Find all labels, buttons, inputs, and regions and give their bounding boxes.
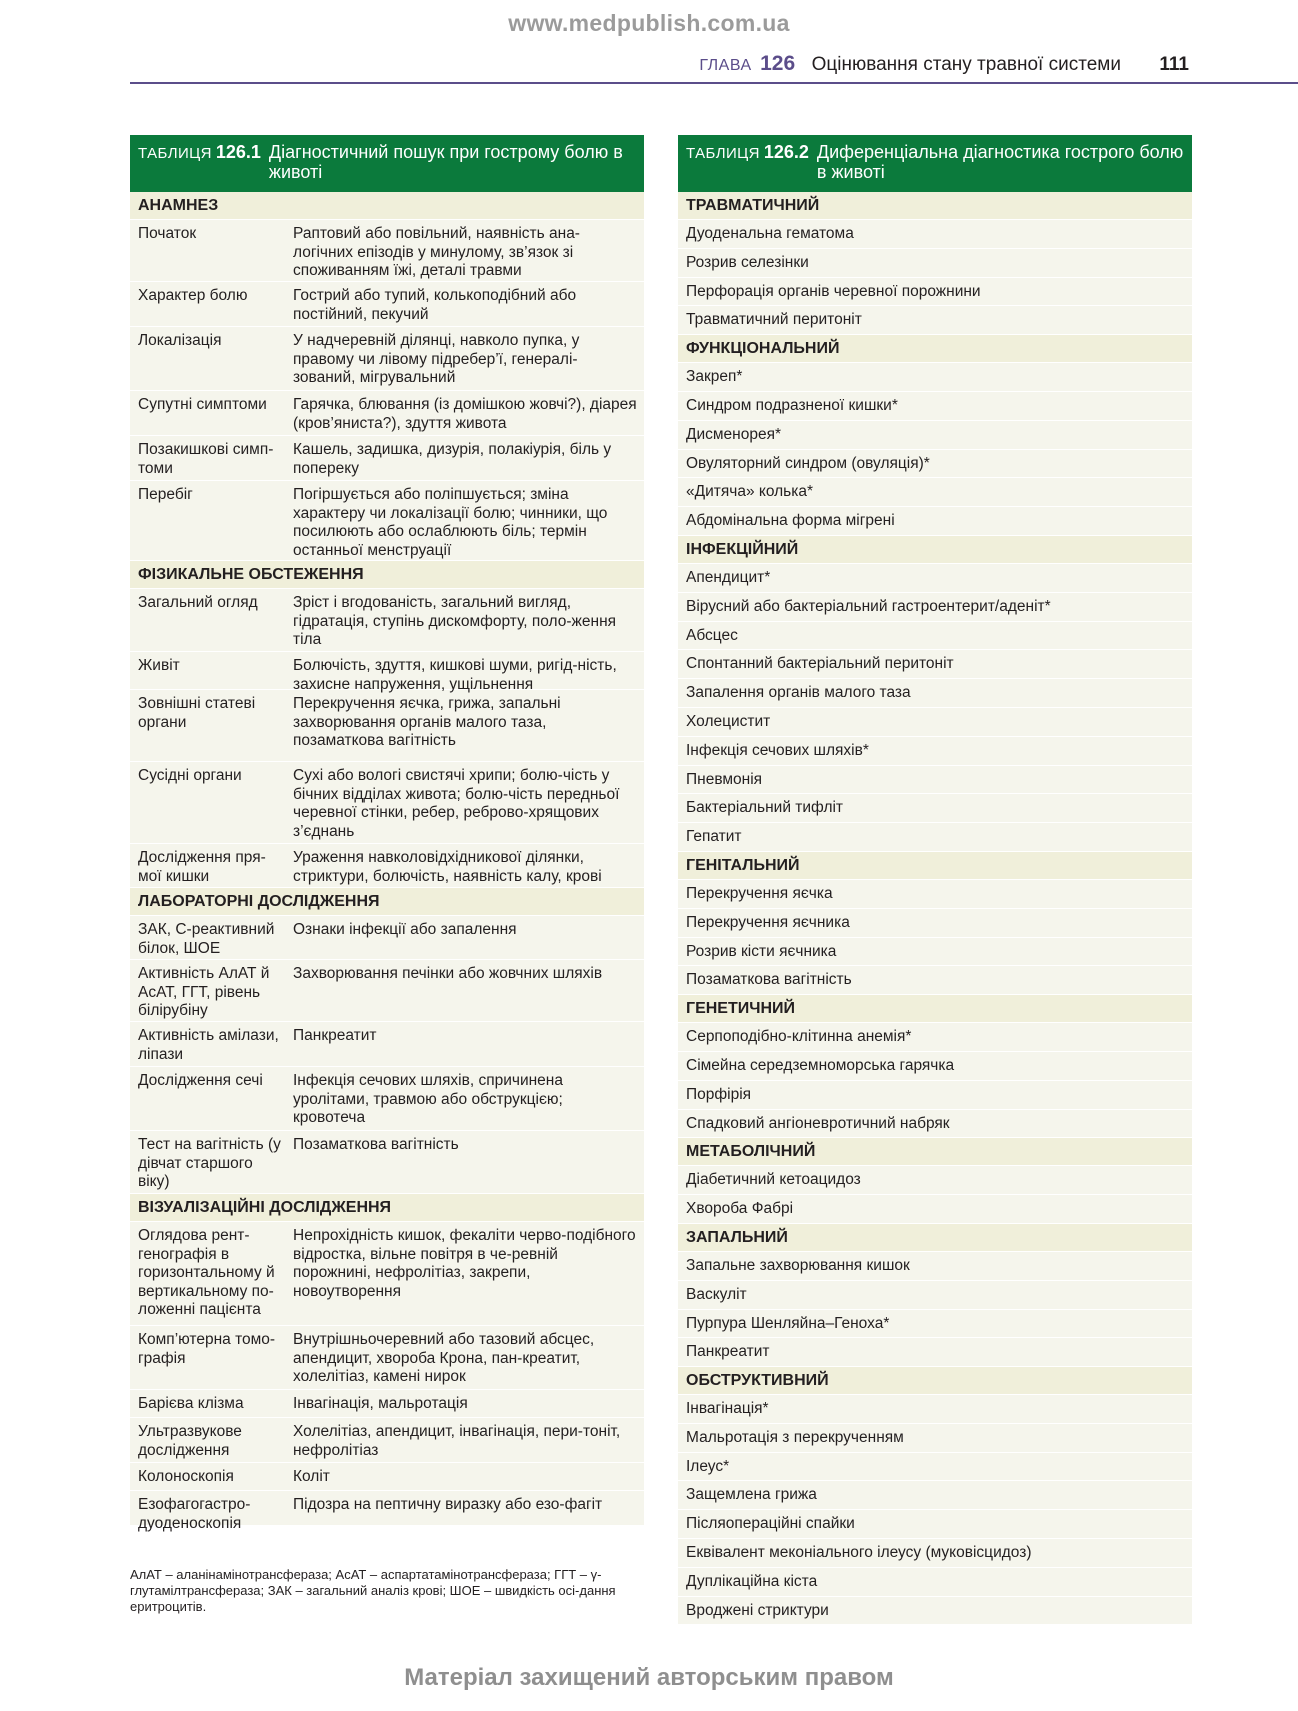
table-row — [130, 960, 644, 1022]
table-row — [130, 844, 644, 888]
table-row — [130, 1491, 644, 1532]
table-row — [130, 652, 644, 693]
diagnosis-name: «Дитяча» колька* — [686, 483, 814, 501]
list-item — [678, 1597, 1192, 1626]
list-item — [678, 650, 1192, 679]
table-header — [130, 135, 644, 192]
row-description: Болючість, здуття, кишкові шуми, ригід-ність, захисне напруження, ущільнення — [293, 657, 617, 693]
row-description: Інфекція сечових шляхів, спричинена уролітами, травмою або обструкцією; кровотеча — [293, 1072, 563, 1126]
diagnosis-name: Дуплікаційна кіста — [686, 1572, 818, 1590]
row-parameter: Дослідження сечі — [138, 1072, 263, 1089]
diagnosis-name: Защемлена грижа — [686, 1486, 817, 1504]
list-item — [678, 392, 1192, 421]
section-heading: ВІЗУАЛІЗАЦІЙНІ ДОСЛІДЖЕННЯ — [130, 1194, 644, 1222]
row-description: Коліт — [293, 1468, 330, 1485]
diagnosis-name: Вроджені стриктури — [686, 1601, 829, 1619]
table-row — [130, 1390, 644, 1418]
row-parameter: Ультразвукове дослідження — [138, 1423, 242, 1459]
section-heading: ГЕНІТАЛЬНИЙ — [678, 852, 1192, 880]
diagnosis-name: Післяопераційні спайки — [686, 1515, 855, 1533]
diagnosis-name: Апендицит* — [686, 568, 771, 586]
row-parameter: Перебіг — [138, 486, 193, 503]
table-126-2 — [678, 135, 1192, 1625]
row-parameter: Оглядова рент-генографія в горизонтальному й вертикальному по-ложенні пацієнта — [138, 1227, 275, 1318]
chapter-number: 126 — [760, 52, 796, 75]
diagnosis-name: Спадковий ангіоневротичний набряк — [686, 1114, 950, 1132]
list-item — [678, 880, 1192, 909]
table-row — [130, 220, 644, 282]
row-parameter: Локалізація — [138, 332, 222, 349]
diagnosis-name: Запалення органів малого таза — [686, 684, 911, 702]
list-item — [678, 909, 1192, 938]
table-row — [130, 589, 644, 652]
list-item — [678, 737, 1192, 766]
row-description: Ознаки інфекції або запалення — [293, 921, 517, 938]
running-head-text — [699, 52, 1189, 76]
list-item — [678, 220, 1192, 249]
table-row — [130, 391, 644, 436]
table-body — [678, 192, 1192, 1625]
list-item — [678, 363, 1192, 392]
row-parameter: Сусідні органи — [138, 767, 242, 784]
row-description: Раптовий або повільний, наявність ана-логічних епізодів у минулому, зв’язок зі споживанням їжі, деталі травми — [293, 225, 580, 279]
row-parameter: Тест на вагітність (у дівчат старшого віку) — [138, 1136, 281, 1190]
table-row — [130, 690, 644, 762]
table-row — [130, 1463, 644, 1491]
diagnosis-name: Ілеус* — [686, 1457, 730, 1475]
list-item — [678, 1023, 1192, 1052]
list-item — [678, 249, 1192, 278]
diagnosis-name: Хвороба Фабрі — [686, 1200, 794, 1218]
diagnosis-name: Дуоденальна гематома — [686, 225, 854, 242]
diagnosis-name: Пневмонія — [686, 770, 763, 788]
diagnosis-name: Розрив кісти яєчника — [686, 942, 837, 960]
list-item — [678, 478, 1192, 507]
table-header — [678, 135, 1192, 192]
row-description: Захворювання печінки або жовчних шляхів — [293, 965, 603, 982]
row-description: Погіршується або поліпшується; зміна характеру чи локалізації болю; чинники, що посилюють або ослаблюють біль; термін останньої менструації — [293, 486, 608, 559]
list-item — [678, 1395, 1192, 1424]
page-number: 111 — [1159, 54, 1189, 75]
diagnosis-name: Позаматкова вагітність — [686, 971, 852, 989]
row-description: Інвагінація, мальротація — [293, 1395, 468, 1412]
list-item — [678, 823, 1192, 852]
row-parameter: Колоноскопія — [138, 1468, 234, 1485]
table-label — [138, 142, 261, 192]
table-label-word: ТАБЛИЦЯ — [686, 145, 760, 162]
diagnosis-name: Спонтанний бактеріальний перитоніт — [686, 655, 954, 673]
row-parameter: Супутні симптоми — [138, 396, 267, 413]
diagnosis-name: Сімейна середземноморська гарячка — [686, 1056, 955, 1074]
row-parameter: Загальний огляд — [138, 594, 258, 611]
diagnosis-name: Мальротація з перекрученням — [686, 1428, 904, 1446]
list-item — [678, 966, 1192, 995]
diagnosis-name: Холецистит — [686, 712, 771, 730]
row-description: У надчеревній ділянці, навколо пупка, у правому чи лівому підребер’ї, генералі-зований, мігрувальний — [293, 332, 580, 386]
section-heading: ЛАБОРАТОРНІ ДОСЛІДЖЕННЯ — [130, 888, 644, 916]
list-item — [678, 278, 1192, 307]
list-item — [678, 1081, 1192, 1110]
diagnosis-name: Інфекція сечових шляхів* — [686, 741, 869, 759]
row-parameter: ЗАК, С-реактивний білок, ШОЕ — [138, 921, 275, 957]
row-parameter: Дослідження пря-мої кишки — [138, 849, 266, 885]
row-description: Гарячка, блювання (із домішкою жовчі?), діарея (кров’яниста?), здуття живота — [293, 396, 637, 432]
table-label-number: 126.2 — [763, 142, 809, 162]
table-title: Диференціальна діагностика гострого болю в животі — [816, 142, 1184, 182]
table-126-1 — [130, 135, 644, 1532]
diagnosis-name: Інвагінація* — [686, 1400, 769, 1418]
section-heading: АНАМНЕЗ — [130, 192, 644, 220]
table-row — [130, 327, 644, 391]
row-description: Позаматкова вагітність — [293, 1136, 459, 1153]
row-description: Панкреатит — [293, 1027, 377, 1044]
list-item — [678, 622, 1192, 651]
table-row — [130, 481, 644, 561]
diagnosis-name: Вірусний або бактеріальний гастроентерит/аденіт* — [686, 597, 1051, 615]
chapter-word: ГЛАВА — [699, 57, 752, 74]
list-item — [678, 507, 1192, 536]
row-description: Кашель, задишка, дизурія, полакіурія, біль у попереку — [293, 441, 612, 477]
row-parameter: Барієва клізма — [138, 1395, 244, 1412]
row-description: Ураження навколовідхідникової ділянки, стриктури, болючість, наявність калу, крові — [293, 849, 602, 885]
row-parameter: Живіт — [138, 657, 180, 674]
row-parameter: Активність АлАТ й АсАТ, ГГТ, рівень білірубіну — [138, 965, 270, 1019]
list-item — [678, 1110, 1192, 1139]
diagnosis-name: Травматичний перитоніт — [686, 311, 862, 329]
diagnosis-name: Еквівалент меконіального ілеусу (муковісцидоз) — [686, 1544, 1032, 1562]
row-description: Непрохідність кишок, фекаліти черво-подібного відростка, вільне повітря в че-ревній порожнині, нефролітіаз, закрепи, новоутворення — [293, 1227, 636, 1300]
diagnosis-name: Перфорація органів черевної порожнини — [686, 282, 981, 300]
list-item — [678, 1568, 1192, 1597]
list-item — [678, 450, 1192, 479]
table-body — [130, 192, 644, 1532]
row-parameter: Активність амілази, ліпази — [138, 1027, 279, 1063]
row-description: Гострий або тупий, колькоподібний або постійний, пекучий — [293, 287, 577, 323]
diagnosis-name: Розрив селезінки — [686, 253, 809, 271]
table-row — [130, 1418, 644, 1463]
list-item — [678, 1510, 1192, 1539]
row-description: Холелітіаз, апендицит, інвагінація, пери-тоніт, нефролітіаз — [293, 1423, 621, 1459]
row-parameter: Езофагогастро-дуоденоскопія — [138, 1496, 251, 1532]
list-item — [678, 593, 1192, 622]
watermark-copyright: Матеріал захищений авторським правом — [404, 1664, 894, 1691]
table-row — [130, 1326, 644, 1390]
section-heading: ТРАВМАТИЧНИЙ — [678, 192, 1192, 220]
table-row — [130, 916, 644, 960]
table-label — [686, 142, 809, 192]
table-footnote: АлАТ – аланінамінотрансфераза; АсАТ – аспартатамінотрансфераза; ГГТ – γ-глутамілтрансфераза; ЗАК – загальний аналіз крові; ШОЕ – швидкість осі-дання еритроцитів. — [130, 1567, 616, 1614]
list-item — [678, 1338, 1192, 1367]
row-description: Зріст і вгодованість, загальний вигляд, гідратація, ступінь дискомфорту, поло-ження тіла — [293, 594, 617, 648]
diagnosis-name: Перекручення яєчника — [686, 913, 850, 931]
table-title: Діагностичний пошук при гострому болю в животі — [268, 142, 623, 182]
section-heading: ФУНКЦІОНАЛЬНИЙ — [678, 335, 1192, 363]
table-row — [130, 282, 644, 327]
list-item — [678, 1281, 1192, 1310]
list-item — [678, 1310, 1192, 1339]
row-parameter: Позакишкові симп-томи — [138, 441, 274, 477]
running-head — [130, 50, 1298, 84]
list-item — [678, 1195, 1192, 1224]
diagnosis-name: Гепатит — [686, 828, 742, 846]
section-heading: ЗАПАЛЬНИЙ — [678, 1224, 1192, 1252]
diagnosis-name: Бактеріальний тифліт — [686, 799, 844, 817]
section-heading: ОБСТРУКТИВНИЙ — [678, 1367, 1192, 1395]
table-row — [130, 1222, 644, 1326]
row-description: Підозра на пептичну виразку або езо-фагіт — [293, 1496, 603, 1513]
list-item — [678, 564, 1192, 593]
diagnosis-name: Діабетичний кетоацидоз — [686, 1171, 861, 1189]
diagnosis-name: Серпоподібно-клітинна анемія* — [686, 1028, 912, 1046]
list-item — [678, 306, 1192, 335]
list-item — [678, 708, 1192, 737]
diagnosis-name: Синдром подразненої кишки* — [686, 396, 898, 414]
list-item — [678, 794, 1192, 823]
list-item — [678, 1166, 1192, 1195]
diagnosis-name: Закреп* — [686, 368, 743, 386]
list-item — [678, 1424, 1192, 1453]
watermark-url: www.medpublish.com.ua — [508, 10, 790, 36]
diagnosis-name: Дисменорея* — [686, 425, 782, 443]
list-item — [678, 1481, 1192, 1510]
diagnosis-name: Абдомінальна форма мігрені — [686, 512, 895, 530]
table-row — [130, 1131, 644, 1194]
diagnosis-name: Пурпура Шенляйна–Геноха* — [686, 1314, 890, 1332]
list-item — [678, 1052, 1192, 1081]
list-item — [678, 679, 1192, 708]
diagnosis-name: Абсцес — [686, 626, 738, 644]
diagnosis-name: Овуляторний синдром (овуляція)* — [686, 454, 930, 472]
diagnosis-name: Васкуліт — [686, 1285, 747, 1303]
row-description: Сухі або вологі свистячі хрипи; болю-чість у бічних відділах живота; болю-чість передньої черевної стінки, ребер, реброво-хрящових з’єднань — [293, 767, 620, 840]
table-row — [130, 762, 644, 844]
row-parameter: Комп’ютерна томо-графія — [138, 1331, 276, 1367]
row-parameter: Характер болю — [138, 287, 248, 304]
table-row — [130, 1022, 644, 1067]
row-parameter: Початок — [138, 225, 197, 242]
row-parameter: Зовнішні статеві органи — [138, 695, 256, 731]
table-label-number: 126.1 — [215, 142, 261, 162]
table-row — [130, 1067, 644, 1131]
diagnosis-name: Запальне захворювання кишок — [686, 1256, 910, 1274]
table-label-word: ТАБЛИЦЯ — [138, 145, 212, 162]
list-item — [678, 766, 1192, 795]
list-item — [678, 421, 1192, 450]
section-heading: ФІЗИКАЛЬНЕ ОБСТЕЖЕННЯ — [130, 561, 644, 589]
list-item — [678, 938, 1192, 967]
diagnosis-name: Перекручення яєчка — [686, 884, 833, 902]
list-item — [678, 1539, 1192, 1568]
section-heading: ГЕНЕТИЧНИЙ — [678, 995, 1192, 1023]
chapter-title: Оцінювання стану травної системи — [811, 54, 1121, 75]
section-heading: ІНФЕКЦІЙНИЙ — [678, 536, 1192, 564]
row-description: Внутрішньочеревний або тазовий абсцес, апендицит, хвороба Крона, пан-креатит, холелітіаз, камені нирок — [293, 1331, 595, 1385]
table-row — [130, 436, 644, 481]
section-heading: МЕТАБОЛІЧНИЙ — [678, 1138, 1192, 1166]
list-item — [678, 1252, 1192, 1281]
list-item — [678, 1453, 1192, 1482]
diagnosis-name: Порфірія — [686, 1085, 752, 1103]
row-description: Перекручення яєчка, грижа, запальні захворювання органів малого таза, позаматкова вагітність — [293, 695, 561, 749]
diagnosis-name: Панкреатит — [686, 1343, 770, 1361]
